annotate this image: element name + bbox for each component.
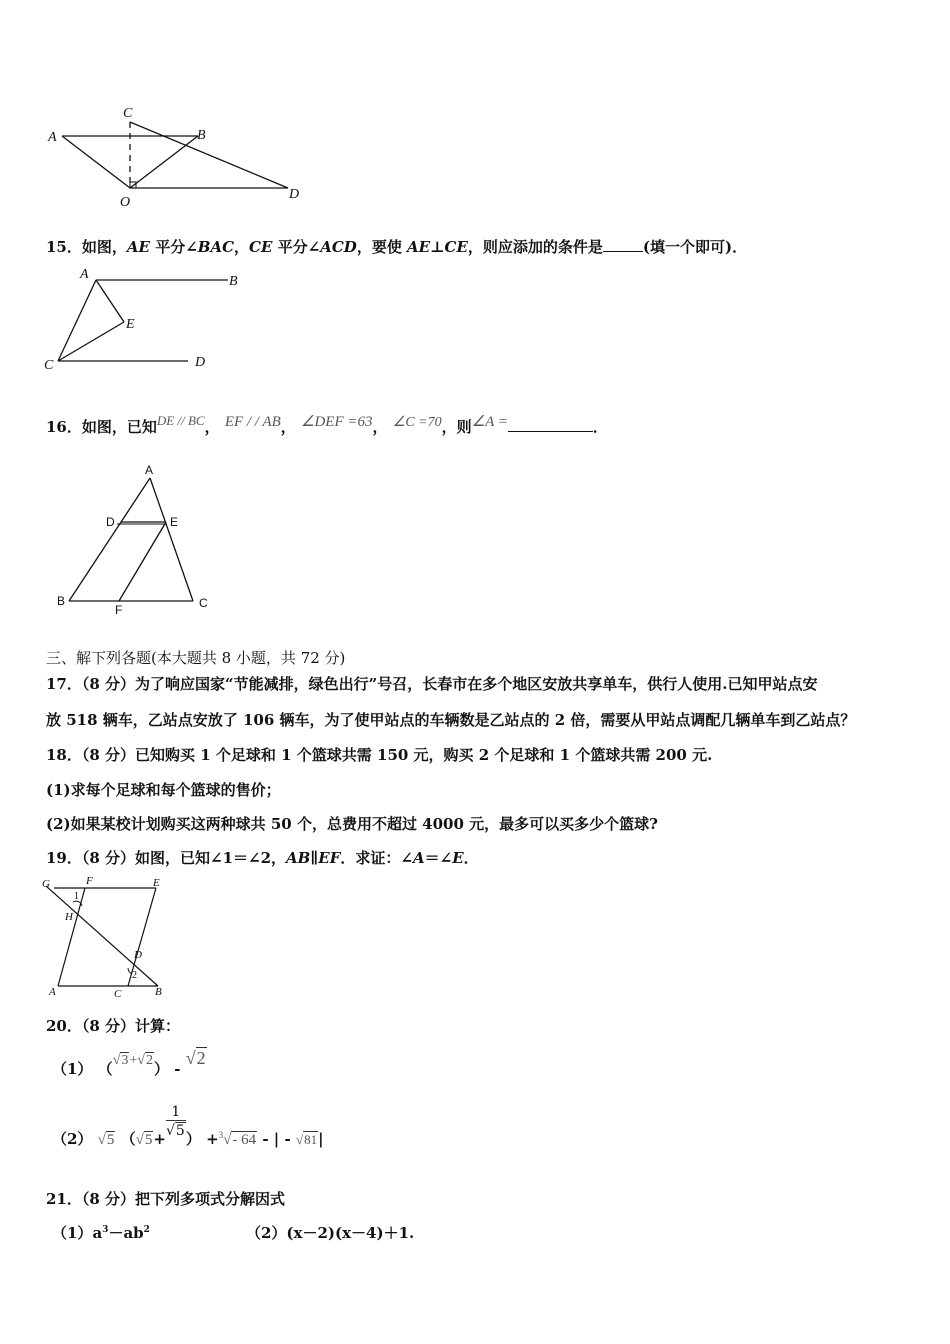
question-15: 15．如图，AE 平分∠BAC，CE 平分∠ACD，要使 AE⊥CE，则应添加的条件是 (填一个即可)． [46,238,748,256]
label-e: E [126,317,135,332]
label-a: A [80,267,89,282]
label-b: B [57,594,66,608]
question-21: 21．（8 分）把下列多项式分解因式 [46,1190,286,1208]
question-20-part-2: （2） √5 （√5+ $\frac{1}{√5}$ ） +$^3$√- 64 - | - √81| [52,1104,324,1148]
label-f: F [86,875,93,887]
label-e: E [170,515,179,529]
label-d: D [106,515,115,529]
label-g: G [42,878,50,890]
label-angle-1: 1 [74,891,79,902]
fraction-1-over-root5: $\frac{1}{√5}$ [165,1104,185,1139]
figure-q16 [55,462,225,622]
label-c: C [44,358,54,373]
question-20: 20．（8 分）计算： [46,1017,181,1035]
label-d: D [289,187,300,202]
given-angle-c: ∠C =70 [392,415,442,430]
label-d: D [195,355,206,370]
section-3-title: 三、解下列各题(本大题共 8 小题，共 72 分) [46,649,346,667]
label-e: E [153,877,160,889]
question-18-part-2: (2)如果某校计划购买这两种球共 50 个，总费用不超过 4000 元，最多可以买多少个篮球? [46,815,658,833]
question-20-part-1: （1） （√3+√2） - √2 [52,1048,206,1078]
given-ef-parallel-ab: EF / / AB [224,414,281,430]
figure-q14 [40,100,320,215]
given-de-parallel-bc: DE // BC [156,413,205,428]
question-21-part-2: （2）(x－2)(x－4)＋1. [246,1224,415,1242]
question-21-part-1: $(1)a^3-ab^2$ [52,1224,150,1242]
question-19: 19．（8 分）如图，已知∠1＝∠2，AB∥EF．求证：∠A＝∠E． [46,849,479,867]
figure-q15 [40,265,260,380]
label-a: A [48,130,57,145]
answer-blank-15[interactable] [603,251,643,252]
label-c: C [114,988,122,1000]
label-b: B [197,128,206,143]
question-18: 18．（8 分）已知购买 1 个足球和 1 个篮球共需 150 元，购买 2 个足球和 1 个篮球共需 200 元. [46,746,713,764]
label-angle-2: 2 [132,970,137,981]
question-16: 16．如图，已知DE // BC， EF / / AB， ∠DEF =63， ∠C =70，则∠A = ． [46,413,608,436]
answer-blank-16[interactable] [508,431,593,432]
label-d: D [134,949,142,961]
label-c: C [123,106,133,121]
label-c: C [199,596,208,610]
label-b: B [229,274,238,289]
given-angle-def: ∠DEF =63 [301,414,373,430]
label-o: O [120,195,131,210]
label-h: H [65,911,73,923]
figure-q19 [40,872,180,1000]
question-17-line-1: 17．（8 分）为了响应国家“节能减排，绿色出行”号召，长春市在多个地区安放共享单车，供行人使用.已知甲站点安 [46,675,818,693]
label-a: A [145,463,154,477]
angle-a-expr: ∠A = [471,414,508,430]
question-18-part-1: (1)求每个足球和每个篮球的售价； [46,781,281,799]
question-17-line-2: 放 518 辆车，乙站点安放了 106 辆车，为了使甲站点的车辆数是乙站点的 2 倍，需要从甲站点调配几辆单车到乙站点？ [46,711,856,729]
label-f: F [115,603,123,617]
label-b: B [155,986,162,998]
label-a: A [49,986,56,998]
